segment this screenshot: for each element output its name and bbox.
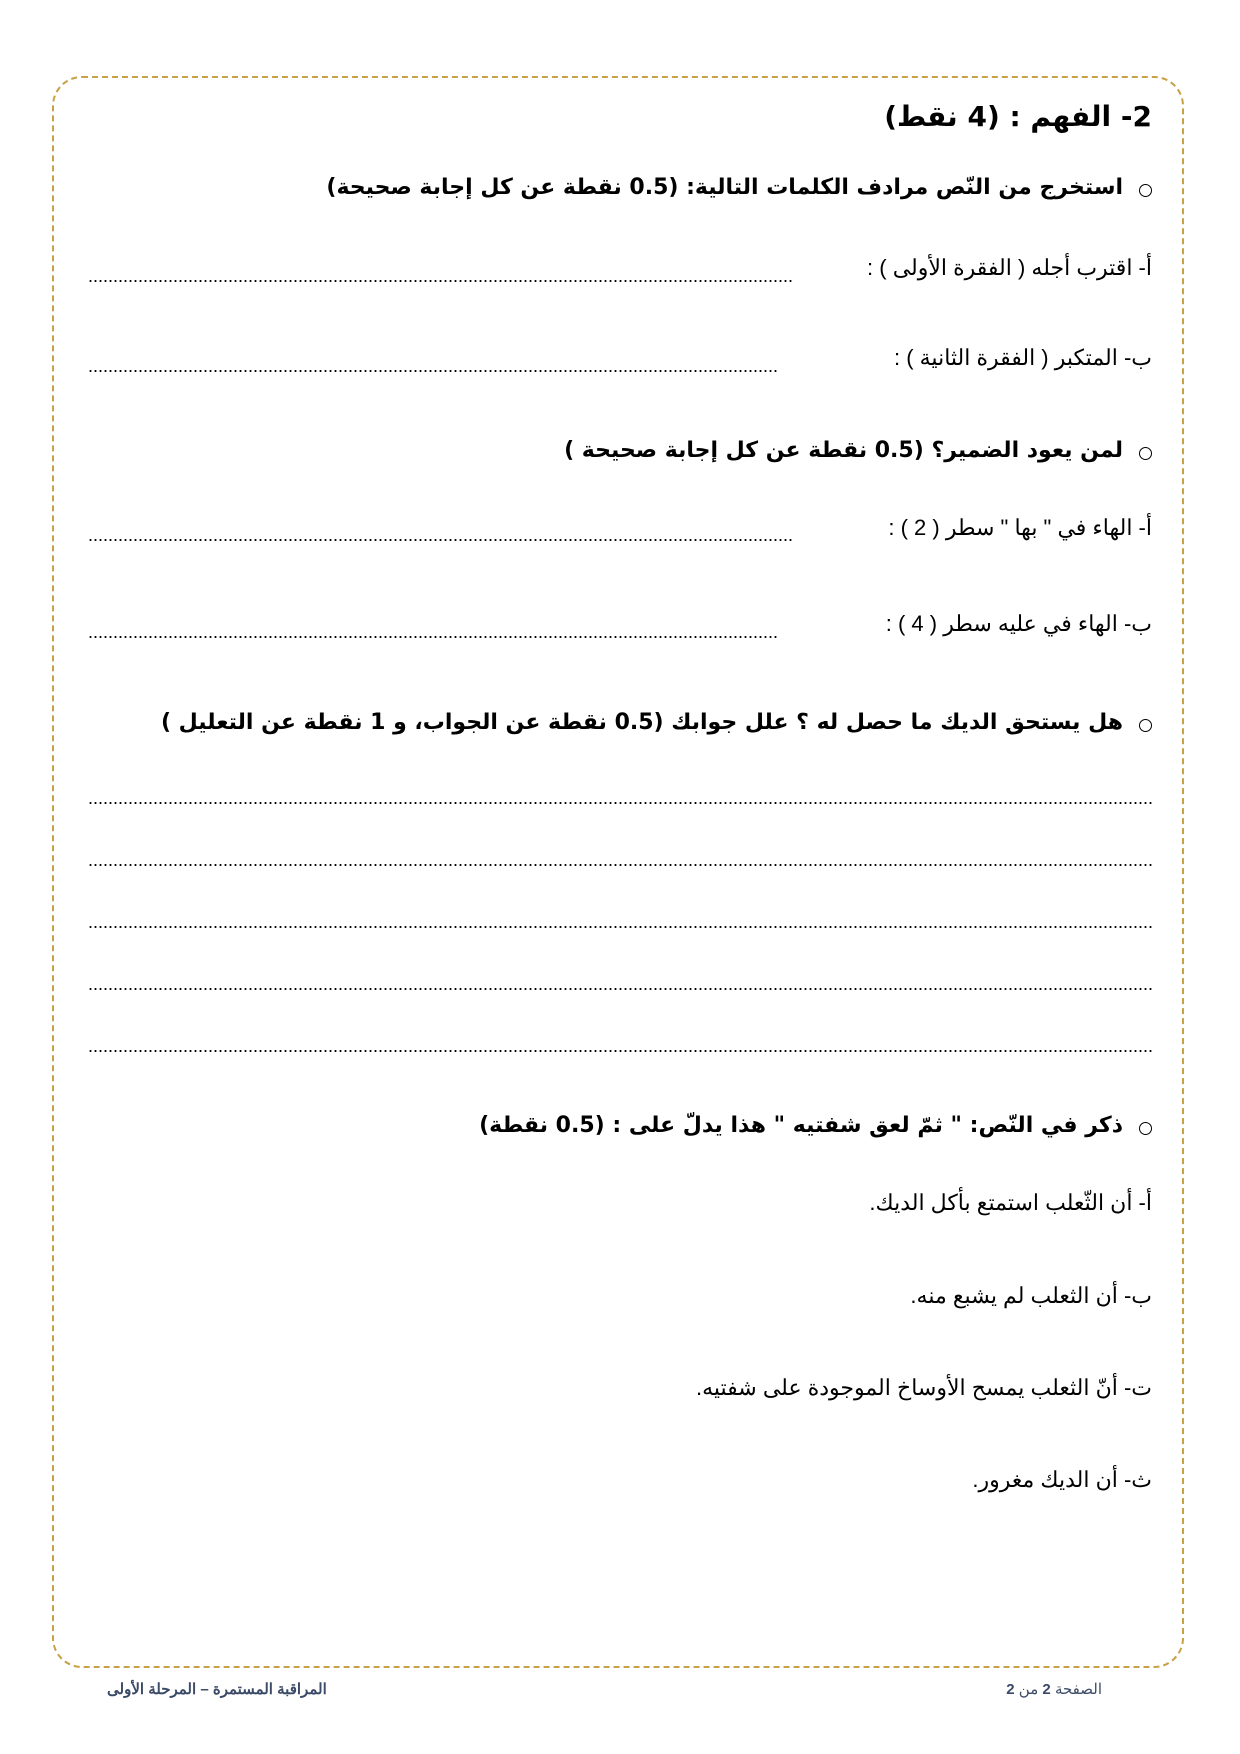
bullet-icon	[1139, 184, 1152, 197]
q1-answer-b[interactable]	[88, 370, 778, 372]
q3-answer-line-1[interactable]	[88, 802, 1152, 804]
bullet-icon	[1139, 1122, 1152, 1135]
page-current: 2	[1042, 1681, 1051, 1698]
bullet-icon	[1139, 447, 1152, 460]
q4-option-d[interactable]: ث- أن الديك مغرور.	[972, 1467, 1152, 1492]
q1-item-a: أ- اقترب أجله ( الفقرة الأولى ) :	[867, 255, 1152, 280]
q2-item-a: أ- الهاء في " بها " سطر ( 2 ) :	[888, 515, 1152, 540]
q4-option-b[interactable]: ب- أن الثعلب لم يشبع منه.	[910, 1283, 1152, 1308]
question-3	[161, 710, 1152, 735]
footer-title: المراقبة المستمرة – المرحلة الأولى	[107, 1681, 327, 1698]
q2-answer-b[interactable]	[88, 636, 778, 638]
question-1-text: استخرج من النّص مرادف الكلمات التالية: (0.5 نقطة عن كل إجابة صحيحة)	[326, 175, 1123, 200]
q3-answer-line-3[interactable]	[88, 926, 1152, 928]
page-border	[52, 76, 1184, 1668]
question-2	[564, 438, 1152, 463]
q4-option-a[interactable]: أ- أن الثّعلب استمتع بأكل الديك.	[869, 1190, 1152, 1215]
of-word: من	[1018, 1681, 1039, 1698]
question-4	[479, 1113, 1152, 1138]
question-3-text: هل يستحق الديك ما حصل له ؟ علل جوابك (0.5 نقطة عن الجواب، و 1 نقطة عن التعليل )	[160, 710, 1123, 735]
q4-option-c[interactable]: ت- أنّ الثعلب يمسح الأوساخ الموجودة على شفتيه.	[695, 1375, 1152, 1400]
q1-answer-a[interactable]	[88, 280, 793, 282]
q3-answer-line-4[interactable]	[88, 988, 1152, 990]
q3-answer-line-2[interactable]	[88, 864, 1152, 866]
page-number	[1006, 1680, 1102, 1698]
question-1	[326, 175, 1152, 200]
page-total: 2	[1006, 1681, 1015, 1698]
page-word: الصفحة	[1054, 1681, 1102, 1698]
q2-answer-a[interactable]	[88, 539, 793, 541]
section-title: 2- الفهم : (4 نقط)	[884, 100, 1152, 133]
q1-item-b: ب- المتكبر ( الفقرة الثانية ) :	[893, 345, 1152, 370]
question-2-text: لمن يعود الضمير؟ (0.5 نقطة عن كل إجابة صحيحة )	[564, 438, 1123, 463]
question-4-text: ذكر في النّص: " ثمّ لعق شفتيه " هذا يدلّ على : (0.5 نقطة)	[479, 1113, 1123, 1138]
q3-answer-line-5[interactable]	[88, 1050, 1152, 1052]
bullet-icon	[1139, 719, 1152, 732]
q2-item-b: ب- الهاء في عليه سطر ( 4 ) :	[885, 611, 1152, 636]
